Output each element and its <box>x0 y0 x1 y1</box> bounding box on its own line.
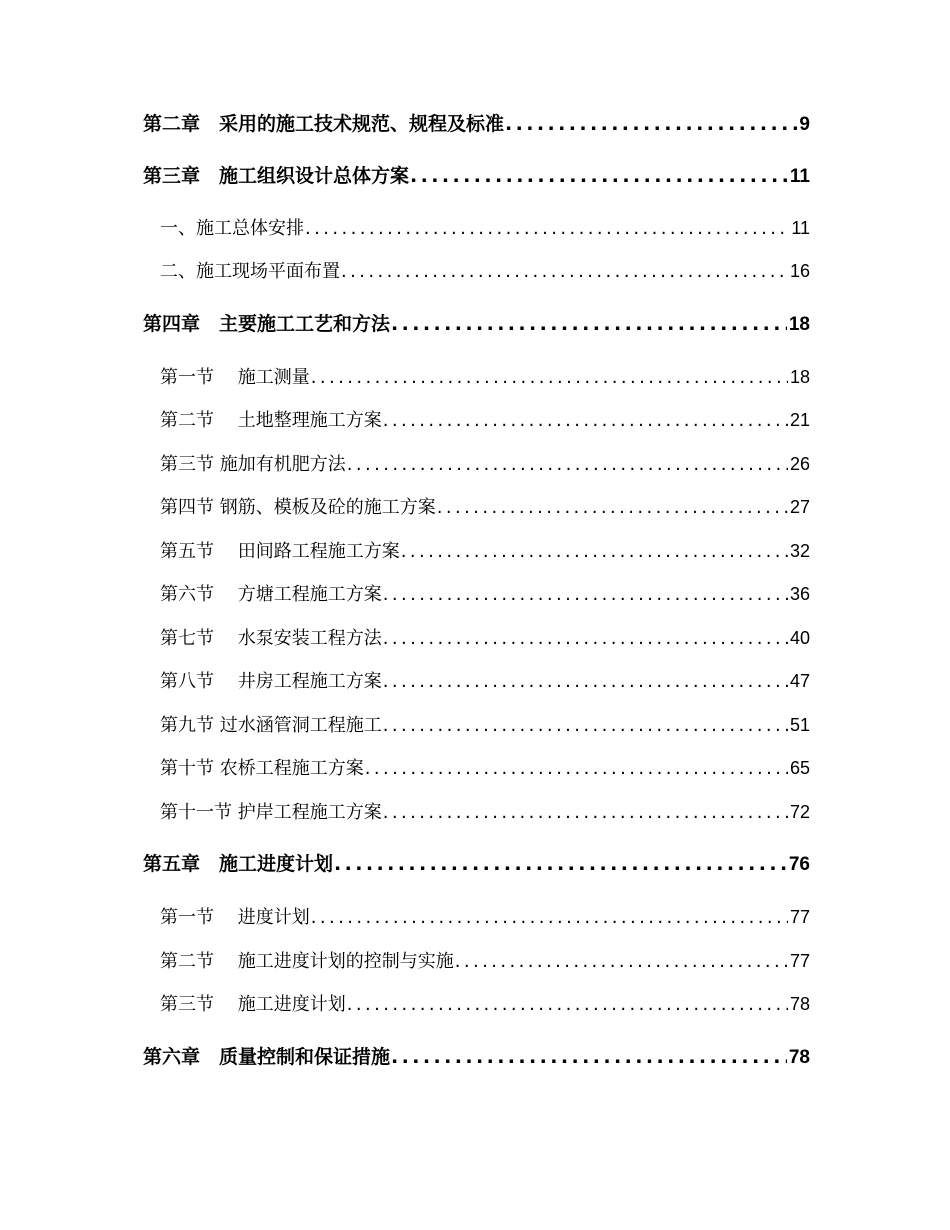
toc-leader-dots <box>382 801 788 825</box>
toc-entry-title: 第九节 过水涵管洞工程施工 <box>160 715 382 736</box>
toc-page-number: 78 <box>788 1047 810 1068</box>
toc-section-2[interactable] <box>160 408 810 432</box>
toc-leader-dots <box>454 950 788 974</box>
toc-page-number: 77 <box>789 951 810 971</box>
toc-chapter-4[interactable] <box>143 312 810 336</box>
toc-page-number: 21 <box>789 410 810 430</box>
toc-page-number: 16 <box>789 261 810 281</box>
toc-section-8[interactable] <box>160 669 810 693</box>
toc-entry-title: 第四节 钢筋、模板及砼的施工方案 <box>160 497 436 518</box>
toc-page-number: 72 <box>789 802 810 822</box>
toc-entry-title: 第二节 施工进度计划的控制与实施 <box>160 951 454 972</box>
toc-page-number: 40 <box>789 628 810 648</box>
toc-leader-dots <box>409 164 788 188</box>
toc-entry-title: 第五章 施工进度计划 <box>143 853 334 875</box>
toc-page-number: 65 <box>789 758 810 778</box>
toc-leader-dots <box>382 583 788 607</box>
toc-entry-title: 第一节 进度计划 <box>160 907 310 928</box>
toc-leader-dots <box>400 540 788 564</box>
toc-page-number: 47 <box>789 671 810 691</box>
toc-leader-dots <box>382 670 788 694</box>
toc-leader-dots <box>340 260 788 284</box>
toc-leader-dots <box>310 906 788 930</box>
toc-page-number: 18 <box>788 314 810 335</box>
toc-entry-title: 第四章 主要施工工艺和方法 <box>143 313 391 335</box>
toc-page-number: 32 <box>789 541 810 561</box>
toc-entry-title: 第一节 施工测量 <box>160 367 310 388</box>
toc-section-10[interactable] <box>160 756 810 780</box>
toc-page-number: 78 <box>789 994 810 1014</box>
toc-entry-title: 第六节 方塘工程施工方案 <box>160 584 382 605</box>
toc-entry-title: 第三节 施加有机肥方法 <box>160 454 346 475</box>
toc-section-6[interactable] <box>160 582 810 606</box>
toc-section-5-1[interactable] <box>160 905 810 929</box>
toc-leader-dots <box>390 1045 787 1069</box>
toc-entry-title: 一、施工总体安排 <box>160 218 304 239</box>
toc-entry-title: 二、施工现场平面布置 <box>160 261 340 282</box>
toc-leader-dots <box>346 453 788 477</box>
toc-page-number: 76 <box>788 854 810 875</box>
toc-page-number: 18 <box>789 367 810 387</box>
toc-entry-title: 第三章 施工组织设计总体方案 <box>143 165 410 187</box>
toc-entry-title: 第八节 井房工程施工方案 <box>160 671 382 692</box>
toc-leader-dots <box>382 627 788 651</box>
toc-leader-dots <box>382 409 788 433</box>
toc-page-number: 27 <box>789 497 810 517</box>
toc-page-number: 9 <box>799 114 810 135</box>
toc-entry-title: 第十一节 护岸工程施工方案 <box>160 802 382 823</box>
toc-leader-dots <box>346 993 788 1017</box>
toc-entry-title: 第三节 施工进度计划 <box>160 994 346 1015</box>
toc-page-number: 26 <box>789 454 810 474</box>
toc-page-number: 51 <box>789 715 810 735</box>
toc-entry-title: 第二章 采用的施工技术规范、规程及标准 <box>143 113 505 135</box>
toc-section-4[interactable] <box>160 495 810 519</box>
toc-leader-dots <box>504 112 797 136</box>
toc-section-7[interactable] <box>160 626 810 650</box>
toc-leader-dots <box>364 757 788 781</box>
toc-chapter-2[interactable] <box>143 112 810 136</box>
toc-section-site-layout[interactable] <box>160 259 810 283</box>
toc-chapter-6[interactable] <box>143 1045 810 1069</box>
toc-chapter-3[interactable] <box>143 164 810 188</box>
toc-section-3[interactable] <box>160 452 810 476</box>
toc-section-11[interactable] <box>160 800 810 824</box>
toc-section-5-3[interactable] <box>160 992 810 1016</box>
toc-page-number: 36 <box>789 584 810 604</box>
toc-leader-dots <box>390 312 787 336</box>
toc-entry-title: 第六章 质量控制和保证措施 <box>143 1046 391 1068</box>
toc-entry-title: 第二节 土地整理施工方案 <box>160 410 382 431</box>
toc-section-5-2[interactable] <box>160 949 810 973</box>
toc-page-number: 11 <box>791 218 810 238</box>
toc-leader-dots <box>304 217 789 241</box>
toc-section-9[interactable] <box>160 713 810 737</box>
toc-leader-dots <box>436 496 788 520</box>
toc-section-1[interactable] <box>160 365 810 389</box>
toc-entry-title: 第十节 农桥工程施工方案 <box>160 758 364 779</box>
toc-entry-title: 第五节 田间路工程施工方案 <box>160 541 400 562</box>
toc-section-overall-arrangement[interactable] <box>160 216 810 240</box>
toc-leader-dots <box>310 366 788 390</box>
toc-section-5[interactable] <box>160 539 810 563</box>
toc-entry-title: 第七节 水泵安装工程方法 <box>160 628 382 649</box>
toc-leader-dots <box>382 714 788 738</box>
toc-chapter-5[interactable] <box>143 852 810 876</box>
toc-page-number: 11 <box>789 166 810 187</box>
toc-page-number: 77 <box>789 907 810 927</box>
toc-leader-dots <box>333 852 787 876</box>
